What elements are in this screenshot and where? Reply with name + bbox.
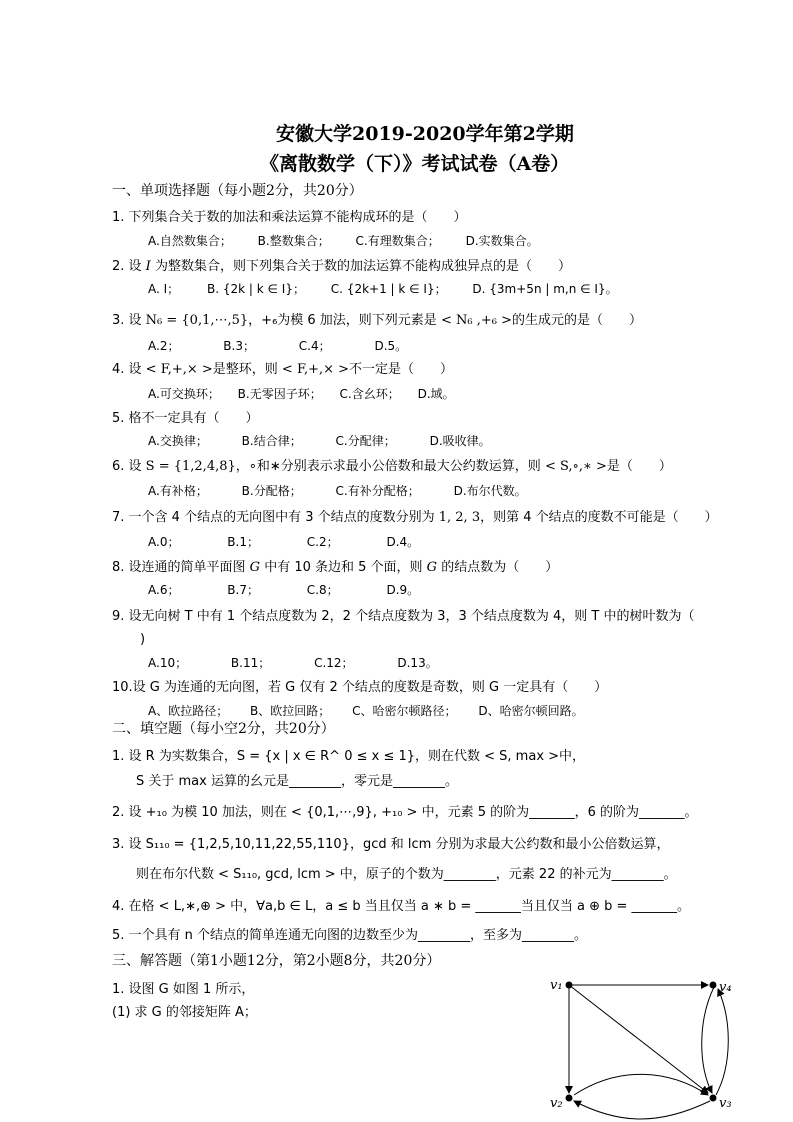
q9-stem: 9. 设无向树 T 中有 1 个结点度数为 2，2 个结点度数为 3，3 个结点度数为 4，则 T 中的树叶数为（ (112, 609, 695, 624)
option-a[interactable]: A.10； (148, 656, 188, 670)
answer-q1-line1: 1. 设图 G 如图 1 所示， (112, 982, 255, 997)
option-b[interactable]: B.整数集合； (257, 234, 330, 248)
option-b[interactable]: B. {2k | k ∈ I}； (207, 282, 305, 296)
q4-options (148, 386, 455, 403)
option-a[interactable]: A.有补格； (148, 484, 208, 498)
vertex-v4 (710, 982, 717, 989)
option-d[interactable]: D、哈密尔顿回路。 (478, 704, 584, 718)
exam-title-line1: 安徽大学2019-2020学年第2学期 (276, 123, 574, 145)
option-d[interactable]: D.实数集合。 (465, 234, 539, 248)
vertex-v3 (710, 1095, 717, 1102)
answer-q1-line2: (1) 求 G 的邻接矩阵 A； (112, 1005, 257, 1020)
option-d[interactable]: D.5。 (374, 339, 408, 353)
option-a[interactable]: A.可交换环； (148, 387, 220, 401)
q10-stem: 10.设 G 为连通的无向图，若 G 仅有 2 个结点的度数是奇数，则 G 一定具有（ ） (112, 680, 608, 695)
option-c[interactable]: C.8； (306, 583, 339, 597)
option-a[interactable]: A、欧拉路径； (148, 704, 229, 718)
option-c[interactable]: C、哈密尔顿路径； (352, 704, 457, 718)
option-b[interactable]: B、欧拉回路； (250, 704, 331, 718)
option-b[interactable]: B.1； (227, 535, 259, 549)
option-d[interactable]: D.9。 (386, 583, 420, 597)
fill-q1-line1: 1. 设 R 为实数集合，S = {x | x ∈ R^ 0 ≤ x ≤ 1}，则在代数 < S, max >中， (112, 749, 586, 764)
q3-stem: 3. 设 N₆ = {0,1,⋯,5}，+₆为模 6 加法，则下列元素是 < N₆ ,+₆ >的生成元的是（ ） (112, 313, 642, 328)
label-v4: v₄ (719, 980, 732, 995)
label-v2: v₂ (550, 1096, 563, 1111)
section2-heading: 二、填空题（每小空2分，共20分） (112, 721, 335, 737)
option-c[interactable]: C.12； (314, 656, 354, 670)
q5-stem: 5. 格不一定具有（ ） (112, 411, 259, 426)
q8-stem: 8. 设连通的简单平面图 G 中有 10 条边和 5 个面，则 G 的结点数为（ ） (112, 560, 559, 575)
q6-options (148, 483, 527, 500)
option-c[interactable]: C.4； (298, 339, 331, 353)
label-v1: v₁ (550, 978, 563, 993)
option-a[interactable]: A.0； (148, 535, 180, 549)
option-a[interactable]: A.2； (148, 339, 180, 353)
option-d[interactable]: D. {3m+5n | m,n ∈ I}。 (472, 282, 618, 296)
edge-v4-v3-left (702, 987, 714, 1093)
option-b[interactable]: B.7； (227, 583, 259, 597)
q9-stem-cont: ) (140, 632, 146, 647)
option-c[interactable]: C.2； (306, 535, 339, 549)
fill-q1-line2: S 关于 max 运算的幺元是________，零元是________。 (136, 774, 458, 789)
edge-v1-v3 (569, 985, 708, 1093)
option-b[interactable]: B.3； (223, 339, 255, 353)
q8-options (148, 582, 419, 599)
exam-title-line2: 《离散数学（下）》考试试卷（A卷） (260, 153, 570, 175)
vertex-v2 (566, 1095, 573, 1102)
option-a[interactable]: A.自然数集合； (148, 234, 232, 248)
section3-heading: 三、解答题（第1小题12分，第2小题8分，共20分） (112, 953, 441, 969)
option-d[interactable]: D.吸收律。 (429, 434, 491, 448)
option-a[interactable]: A.交换律； (148, 434, 208, 448)
option-d[interactable]: D.13。 (397, 656, 438, 670)
option-d[interactable]: D.域。 (417, 387, 455, 401)
vertex-v1 (566, 982, 573, 989)
option-d[interactable]: D.布尔代数。 (453, 484, 527, 498)
option-d[interactable]: D.4。 (386, 535, 420, 549)
edge-v3-v2-bottom (574, 1101, 710, 1119)
fill-q3-line1: 3. 设 S₁₁₀ = {1,2,5,10,11,22,55,110}，gcd 和 lcm 分别为求最大公约数和最小公倍数运算， (112, 837, 670, 852)
section1-heading: 一、单项选择题（每小题2分，共20分） (112, 183, 363, 199)
q1-options (148, 233, 539, 250)
fill-q2: 2. 设 +₁₀ 为模 10 加法，则在 < {0,1,⋯,9}, +₁₀ > 中，元素 5 的阶为_______，6 的阶为_______。 (112, 805, 698, 820)
q2-options (148, 281, 618, 298)
option-b[interactable]: B.无零因子环； (237, 387, 322, 401)
option-c[interactable]: C.有补分配格； (335, 484, 420, 498)
option-c[interactable]: C.含幺环； (339, 387, 400, 401)
q6-stem: 6. 设 S = {1,2,4,8}，∘和∗分别表示求最小公倍数和最大公约数运算，则 < S,∘,∗ >是（ ） (112, 459, 672, 474)
q4-stem: 4. 设 < F,+,× >是整环，则 < F,+,× >不一定是（ ） (112, 362, 454, 377)
option-b[interactable]: B.结合律； (241, 434, 302, 448)
option-b[interactable]: B.分配格； (241, 484, 302, 498)
q7-options (148, 534, 419, 551)
option-a[interactable]: A. I； (148, 282, 180, 296)
q3-options (148, 338, 407, 355)
graph-figure-1 (540, 965, 770, 1120)
option-c[interactable]: C. {2k+1 | k ∈ I}； (330, 282, 447, 296)
q7-stem: 7. 一个含 4 个结点的无向图中有 3 个结点的度数分别为 1, 2, 3，则第 4 个结点的度数不可能是（ ） (112, 510, 718, 525)
edge-v3-v4-right (716, 989, 728, 1095)
fill-q4: 4. 在格 < L,∗,⊕ > 中，∀a,b ∈ L，a ≤ b 当且仅当 a ∗ b = _______当且仅当 a ⊕ b = _______。 (112, 899, 691, 914)
fill-q3-line2: 则在布尔代数 < S₁₁₀, gcd, lcm > 中，原子的个数为________，元素 22 的补元为________。 (136, 867, 677, 882)
q2-stem: 2. 设 I 为整数集合，则下列集合关于数的加法运算不能构成独异点的是（ ） (112, 259, 571, 274)
option-a[interactable]: A.6； (148, 583, 180, 597)
option-b[interactable]: B.11； (230, 656, 271, 670)
q10-options (148, 703, 584, 720)
q5-options (148, 433, 491, 450)
option-c[interactable]: C.有理数集合； (355, 234, 440, 248)
q9-options (148, 655, 438, 672)
label-v3: v₃ (719, 1096, 732, 1111)
q1-stem: 1. 下列集合关于数的加法和乘法运算不能构成环的是（ ） (112, 210, 467, 225)
fill-q5: 5. 一个具有 n 个结点的简单连通无向图的边数至少为________，至多为________。 (112, 928, 588, 943)
option-c[interactable]: C.分配律； (335, 434, 396, 448)
